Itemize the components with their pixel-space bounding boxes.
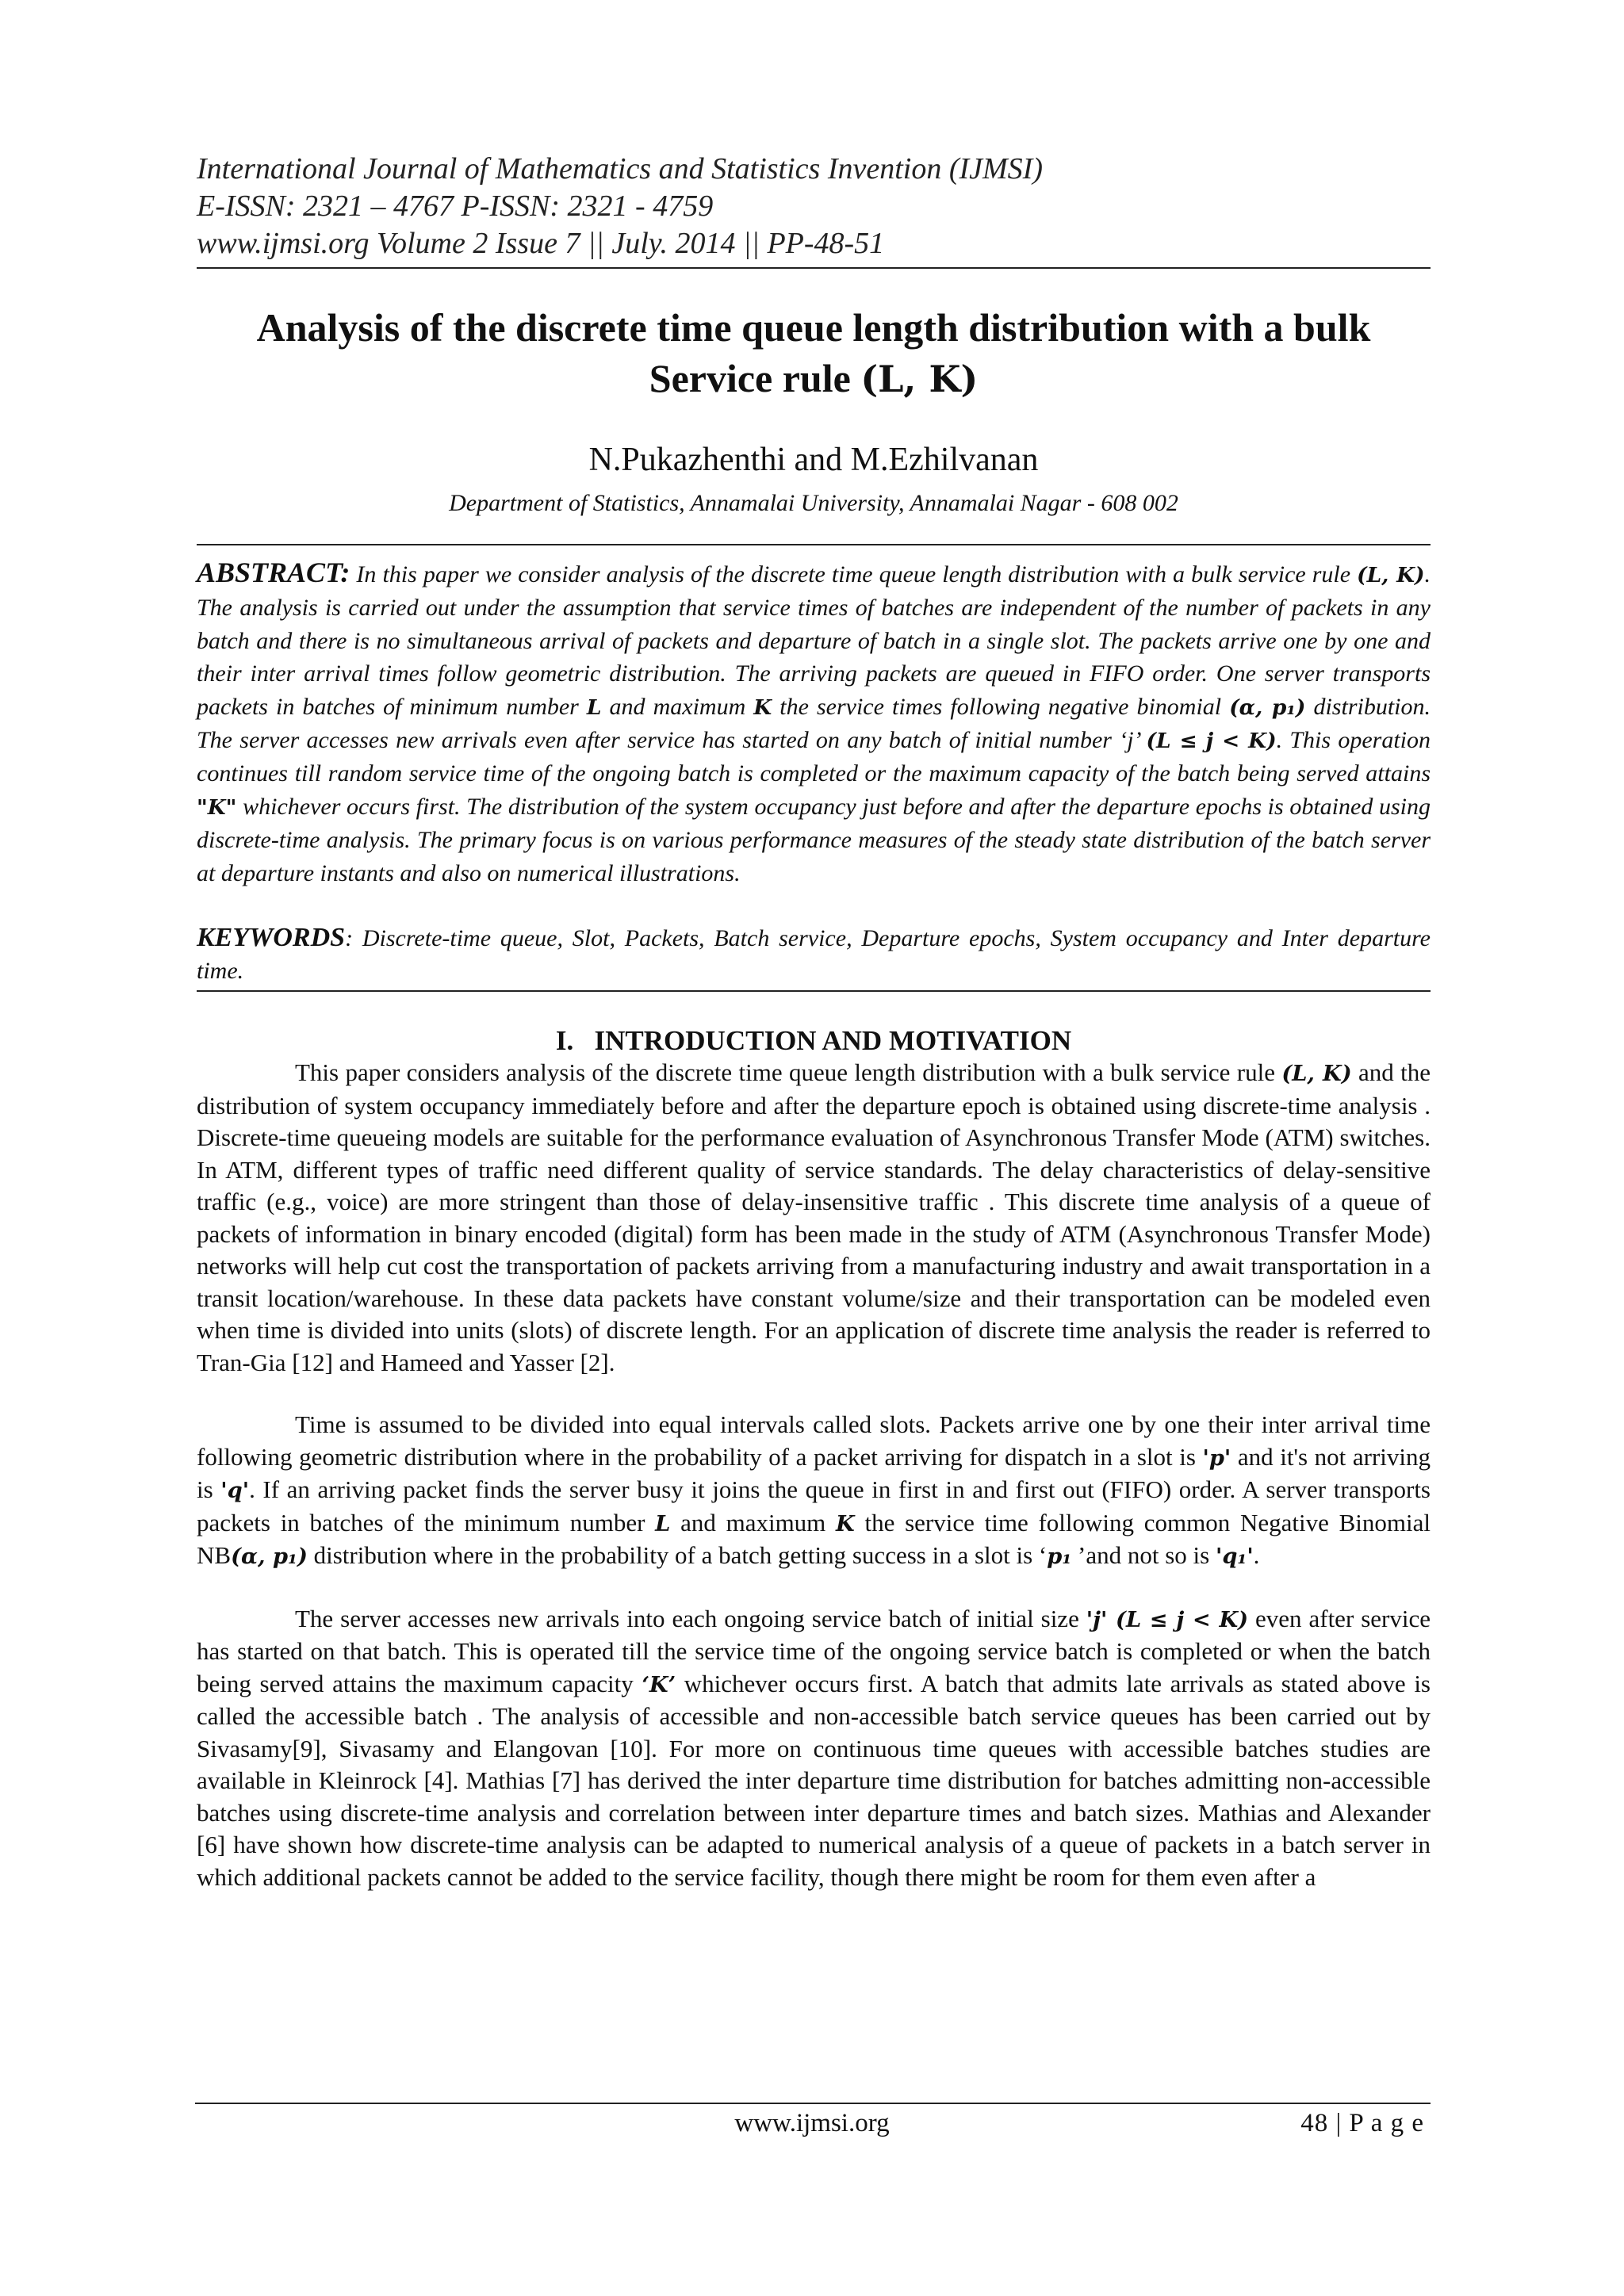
- para-text: the service time following common Negative Binomial NB: [197, 1508, 1431, 1570]
- abstract-top-divider: [197, 544, 1431, 545]
- math-K-quoted: "K": [197, 794, 237, 820]
- math-L: L: [586, 695, 602, 720]
- footer-divider: [195, 2103, 1431, 2104]
- para-text: distribution where in the probability of a batch getting success in a slot is ‘: [307, 1541, 1048, 1570]
- abstract-text: distribution. The server accesses new arrivals even after service has started on any batch of initial number ‘j’: [197, 693, 1431, 754]
- section-number: I.: [555, 1025, 574, 1057]
- footer-page-number: 48 | P a g e: [1300, 2109, 1424, 2137]
- authors: N.Pukazhenthi and M.Ezhilvanan: [588, 442, 1039, 478]
- math-LK: (L, K): [1281, 1061, 1352, 1087]
- abstract-text: . This operation continues till random service time of the ongoing batch is completed or the maximum capacity of the batch being served attains: [197, 727, 1431, 787]
- math-alpha-p1: (α, p₁): [1229, 695, 1306, 720]
- abstract-text: . The analysis is carried out under the assumption that service times of batches are independent of the number of packets in any batch and there is no simultaneous arrival of packets and departure of batch in a single slot. The packets arrive one by one and their inter arrival times follow geometric distribution. The arriving packets are queued in FIFO order. One server transports packets in batches of minimum number: [197, 561, 1431, 720]
- para-text: .: [1253, 1541, 1260, 1570]
- abstract-bottom-divider: [197, 990, 1431, 992]
- math-q1: 'q₁': [1215, 1544, 1254, 1570]
- title-line-1: Analysis of the discrete time queue length distribution with a bulk: [256, 305, 1371, 350]
- math-LK: (L, K): [1357, 563, 1425, 587]
- title-line-2: Service rule: [649, 356, 851, 400]
- math-range: (L ≤ j < K): [1146, 729, 1277, 754]
- footer-url: www.ijmsi.org: [734, 2109, 890, 2137]
- math-alpha-p1: (α, p₁): [231, 1544, 308, 1570]
- math-q: 'q': [220, 1478, 250, 1504]
- paragraph-1: [197, 1057, 1431, 1379]
- para-text: and maximum: [670, 1508, 837, 1536]
- math-p1: p₁: [1047, 1544, 1072, 1570]
- abstract-text: the service times following negative binomial: [772, 693, 1230, 720]
- math-K: K: [753, 695, 772, 720]
- section-heading: [197, 1025, 1431, 1057]
- paper-page: [197, 151, 1431, 1893]
- math-j-range: 'j' (L ≤ j < K): [1086, 1606, 1249, 1632]
- math-K-quoted: ‘K’: [642, 1671, 676, 1697]
- keywords: [197, 921, 1431, 987]
- math-L: L: [655, 1510, 671, 1536]
- paragraph-3: [197, 1603, 1431, 1894]
- para-text: . If an arriving packet finds the server busy it joins the queue in first in and first out (FIFO) order. A server transports packets in batches of the minimum number: [197, 1475, 1431, 1536]
- affiliation: Department of Statistics, Annamalai University, Annamalai Nagar - 608 002: [449, 490, 1178, 516]
- abstract-label: ABSTRACT:: [197, 557, 350, 588]
- para-text: This paper considers analysis of the discrete time queue length distribution with a bulk service rule: [295, 1058, 1282, 1087]
- para-text: ’and not so is: [1071, 1541, 1216, 1570]
- header-divider: [197, 267, 1431, 269]
- journal-issn: E-ISSN: 2321 – 4767 P-ISSN: 2321 - 4759: [197, 189, 714, 223]
- title-math: (L, K): [860, 358, 979, 400]
- journal-volume: www.ijmsi.org Volume 2 Issue 7 || July. 2014 || PP-48-51: [197, 227, 885, 260]
- paper-title: [197, 302, 1431, 404]
- para-text: whichever occurs first. A batch that admits late arrivals as stated above is called the accessible batch . The analysis of accessible and non-accessible batch service queues has been carried out by Sivasamy[9], Sivasamy and Elangovan [10]. For more on continuous time queues with accessible batches studies are available in Kleinrock [4]. Mathias [7] has derived the inter departure time distribution for batches admitting non-accessible batches using discrete-time analysis and correlation between inter departure times and batch sizes. Mathias and Alexander [6] have shown how discrete-time analysis can be adapted to numerical analysis of a queue of packets in a batch server in which additional packets cannot be added to the service facility, though there might be room for them even after a: [197, 1669, 1431, 1891]
- section-title: INTRODUCTION AND MOTIVATION: [594, 1025, 1072, 1057]
- para-text: The server accesses new arrivals into each ongoing service batch of initial size: [295, 1604, 1086, 1632]
- abstract: [197, 557, 1431, 890]
- keywords-text: : Discrete-time queue, Slot, Packets, Batch service, Departure epochs, System occupancy and Inter departure time.: [197, 925, 1431, 985]
- math-K: K: [836, 1510, 855, 1536]
- abstract-text: and maximum: [601, 693, 754, 720]
- math-p: 'p': [1202, 1445, 1231, 1471]
- para-text: and it's not arriving is: [197, 1442, 1431, 1504]
- paragraph-2: [197, 1409, 1431, 1573]
- abstract-text: whichever occurs first. The distribution of the system occupancy just before and after the departure epochs is obtained using discrete-time analysis. The primary focus is on various performance measures of the steady state distribution of the batch server at departure instants and also on numerical illustrations.: [197, 793, 1431, 886]
- keywords-label: KEYWORDS: [197, 923, 346, 953]
- journal-name: International Journal of Mathematics and Statistics Invention (IJMSI): [197, 152, 1043, 186]
- journal-header: [197, 151, 1431, 262]
- para-text: and the distribution of system occupancy immediately before and after the departure epoch is obtained using discrete-time analysis . Discrete-time queueing models are suitable for the performance evaluation of Asynchronous Transfer Mode (ATM) switches. In ATM, different types of traffic need different quality of service standards. The delay characteristics of delay-sensitive traffic (e.g., voice) are more stringent than those of delay-insensitive traffic . This discrete time analysis of a queue of packets of information in binary encoded (digital) form has been made in the study of ATM (Asynchronous Transfer Mode) networks will help cut cost the transportation of packets arriving from a manufacturing industry and await transportation in a transit location/warehouse. In these data packets have constant volume/size and their transportation can be modeled even when time is divided into units (slots) of discrete length. For an application of discrete time analysis the reader is referred to Tran-Gia [12] and Hameed and Yasser [2].: [197, 1058, 1431, 1376]
- para-text: even after service has started on that batch. This is operated till the service time of the ongoing service batch is completed or when the batch being served attains the maximum capacity: [197, 1604, 1431, 1697]
- abstract-text: In this paper we consider analysis of the discrete time queue length distribution with a bulk service rule: [350, 561, 1358, 587]
- para-text: Time is assumed to be divided into equal intervals called slots. Packets arrive one by one their inter arrival time following geometric distribution where in the probability of a packet arriving for dispatch in a slot is: [197, 1410, 1431, 1471]
